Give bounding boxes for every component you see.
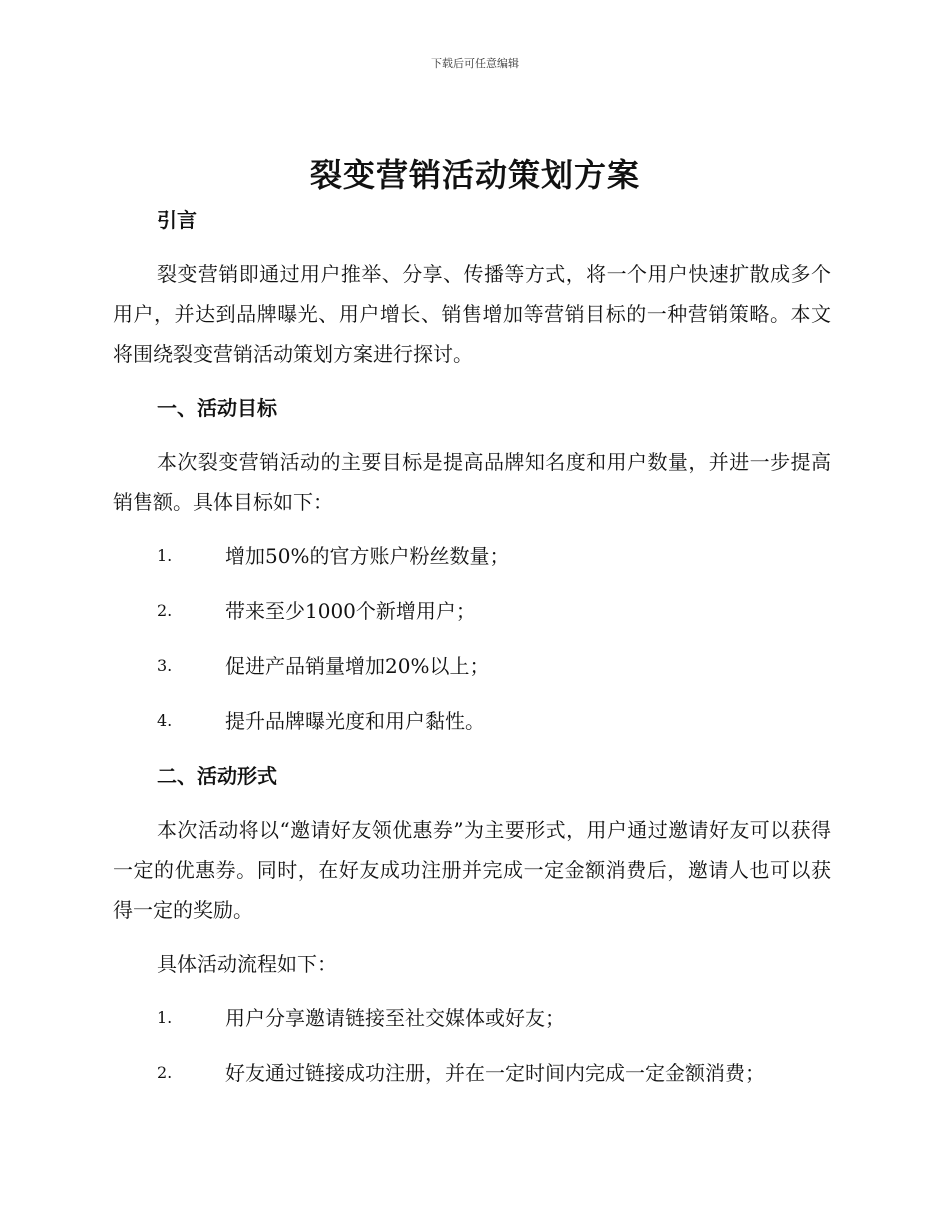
list-item-text: 带来至少1000个新增用户； xyxy=(225,599,476,623)
header-note: 下载后可任意编辑 xyxy=(431,57,519,70)
list-item-text: 用户分享邀请链接至社交媒体或好友； xyxy=(225,1006,565,1030)
flow-list xyxy=(113,998,831,1093)
list-item xyxy=(113,646,831,686)
intro-paragraph: 裂变营销即通过用户推举、分享、传播等方式，将一个用户快速扩散成多个用户，并达到品牌曝光、用户增长、销售增加等营销目标的一种营销策略。本文将围绕裂变营销活动策划方案进行探讨。 xyxy=(113,262,831,366)
list-item xyxy=(113,591,831,631)
document-body xyxy=(113,200,831,1108)
list-item-text: 增加50%的官方账户粉丝数量； xyxy=(225,544,510,568)
section-heading-goals: 一、活动目标 xyxy=(157,396,277,420)
form-paragraph: 本次活动将以“邀请好友领优惠券”为主要形式，用户通过邀请好友可以获得一定的优惠券。同时，在好友成功注册并完成一定金额消费后，邀请人也可以获得一定的奖励。 xyxy=(113,818,831,922)
list-number: 2. xyxy=(157,601,173,620)
goals-list xyxy=(113,536,831,741)
list-item xyxy=(113,536,831,576)
flow-intro: 具体活动流程如下： xyxy=(157,952,337,976)
list-item xyxy=(113,701,831,741)
list-number: 1. xyxy=(157,1008,173,1027)
section-heading-form: 二、活动形式 xyxy=(157,764,277,788)
section-heading-intro: 引言 xyxy=(157,208,197,232)
list-item-text: 好友通过链接成功注册，并在一定时间内完成一定金额消费； xyxy=(225,1061,765,1085)
list-number: 4. xyxy=(157,711,173,730)
document-title: 裂变营销活动策划方案 xyxy=(309,156,640,194)
list-item xyxy=(113,998,831,1038)
list-number: 2. xyxy=(157,1063,173,1082)
list-item-text: 提升品牌曝光度和用户黏性。 xyxy=(225,709,485,733)
goals-paragraph: 本次裂变营销活动的主要目标是提高品牌知名度和用户数量，并进一步提高销售额。具体目标如下： xyxy=(113,450,831,514)
list-item-text: 促进产品销量增加20%以上； xyxy=(225,654,490,678)
list-item xyxy=(113,1053,831,1093)
list-number: 1. xyxy=(157,546,173,565)
list-number: 3. xyxy=(157,656,173,675)
